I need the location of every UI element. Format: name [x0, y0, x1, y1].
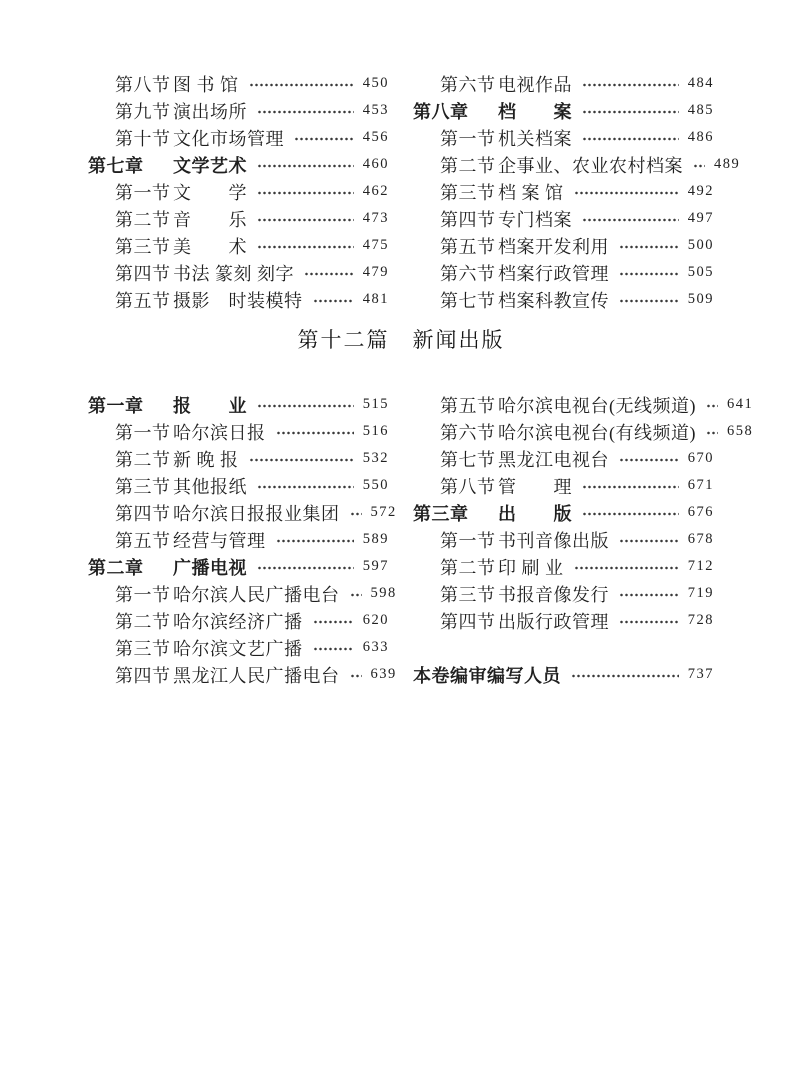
toc-entry — [88, 634, 389, 661]
toc-entry — [413, 205, 714, 232]
dot-leader — [350, 511, 362, 517]
toc-entry-label: 第四节 — [440, 611, 496, 632]
toc-entry-page: 515 — [362, 396, 389, 412]
toc-entry — [88, 553, 389, 580]
dot-leader — [313, 646, 354, 652]
toc-entry — [413, 232, 714, 259]
toc-entry-page: 676 — [687, 504, 714, 520]
toc-entry-label: 第三节 — [115, 236, 171, 257]
toc-entry-page: 453 — [362, 102, 389, 118]
toc-entry-label: 第四节 — [115, 665, 171, 686]
toc-entry-label: 第七节 — [440, 290, 496, 311]
toc-top-right-column — [413, 70, 741, 313]
toc-entry — [88, 70, 389, 97]
dot-leader — [304, 271, 354, 277]
toc-entry — [88, 661, 397, 688]
dot-leader — [313, 619, 354, 625]
toc-entry-title: 哈尔滨电视台(无线频道) — [498, 395, 696, 416]
toc-entry — [88, 232, 389, 259]
toc-entry-title: 档 案 馆 — [498, 182, 564, 203]
toc-entry-title: 哈尔滨日报报业集团 — [173, 503, 340, 524]
toc-entry-label: 第二章 — [88, 557, 144, 578]
toc-entry-label: 第七节 — [440, 449, 496, 470]
dot-leader — [257, 565, 354, 571]
toc-entry-page: 550 — [362, 477, 389, 493]
toc-entry-label: 第十节 — [115, 128, 171, 149]
toc-entry-page: 450 — [362, 75, 389, 91]
dot-leader — [693, 163, 705, 169]
toc-entry-page: 728 — [687, 612, 714, 628]
toc-entry — [413, 178, 714, 205]
toc-entry-page: 572 — [370, 504, 397, 520]
dot-leader — [257, 484, 354, 490]
toc-entry-title: 哈尔滨经济广播 — [173, 611, 303, 632]
toc-entry-title: 书法 篆刻 刻字 — [173, 263, 294, 284]
toc-entry-label: 第三节 — [115, 638, 171, 659]
toc-entry-title: 印 刷 业 — [498, 557, 564, 578]
toc-entry-label: 第五节 — [115, 530, 171, 551]
dot-leader — [582, 217, 679, 223]
toc-entry-title: 文学艺术 — [173, 155, 247, 176]
toc-entry-page: 633 — [362, 639, 389, 655]
toc-entry-title: 哈尔滨日报 — [173, 422, 266, 443]
toc-bottom-left-column — [88, 391, 397, 688]
toc-entry-label: 第二节 — [440, 557, 496, 578]
dot-leader — [582, 82, 679, 88]
toc-entry-page: 481 — [362, 291, 389, 307]
dot-leader — [257, 163, 354, 169]
toc-entry-title: 书刊音像出版 — [498, 530, 609, 551]
toc-entry-title: 档案行政管理 — [498, 263, 609, 284]
dot-leader — [276, 538, 354, 544]
toc-entry-page: 719 — [687, 585, 714, 601]
toc-entry-page: 505 — [687, 264, 714, 280]
toc-entry-label: 第四节 — [115, 503, 171, 524]
toc-entry — [88, 472, 389, 499]
toc-entry-page: 473 — [362, 210, 389, 226]
toc-entry — [88, 391, 389, 418]
toc-entry — [413, 661, 714, 688]
dot-leader — [619, 457, 679, 463]
toc-top-section — [88, 70, 741, 313]
dot-leader — [249, 82, 354, 88]
toc-entry-label: 第二节 — [440, 155, 496, 176]
toc-entry-label: 第三节 — [440, 182, 496, 203]
toc-entry — [88, 151, 389, 178]
toc-entry-title: 摄影 时装模特 — [173, 290, 303, 311]
toc-entry — [413, 391, 754, 418]
toc-entry — [413, 553, 714, 580]
toc-entry-page: 509 — [687, 291, 714, 307]
dot-leader — [571, 673, 679, 679]
toc-entry-title: 图 书 馆 — [173, 74, 239, 95]
toc-entry-title: 哈尔滨电视台(有线频道) — [498, 422, 696, 443]
toc-entry-title: 文化市场管理 — [173, 128, 284, 149]
toc-entry-page: 671 — [687, 477, 714, 493]
dot-leader — [619, 538, 679, 544]
toc-entry-label: 第三章 — [413, 503, 469, 524]
dot-leader — [276, 430, 354, 436]
toc-entry-title: 档案开发利用 — [498, 236, 609, 257]
dot-leader — [582, 136, 679, 142]
dot-leader — [619, 592, 679, 598]
toc-entry-label: 第一节 — [440, 128, 496, 149]
toc-entry-title: 其他报纸 — [173, 476, 247, 497]
dot-leader — [619, 298, 679, 304]
toc-bottom-section — [88, 391, 754, 688]
toc-entry — [88, 526, 389, 553]
toc-entry — [413, 97, 714, 124]
toc-entry-page: 462 — [362, 183, 389, 199]
dot-leader — [582, 109, 679, 115]
toc-entry-label: 第五节 — [440, 236, 496, 257]
toc-entry-label: 第六节 — [440, 263, 496, 284]
toc-entry-page: 500 — [687, 237, 714, 253]
toc-entry-title: 哈尔滨人民广播电台 — [173, 584, 340, 605]
dot-leader — [574, 565, 679, 571]
dot-leader — [257, 403, 354, 409]
dot-leader — [257, 244, 354, 250]
toc-entry-title: 黑龙江人民广播电台 — [173, 665, 340, 686]
toc-entry-page: 492 — [687, 183, 714, 199]
toc-entry — [88, 607, 389, 634]
toc-bottom-right-column — [413, 391, 754, 688]
dot-leader — [257, 190, 354, 196]
toc-spacer — [413, 634, 714, 661]
toc-entry-page: 484 — [687, 75, 714, 91]
toc-entry — [413, 418, 754, 445]
toc-entry-title: 音 乐 — [173, 209, 247, 230]
toc-entry-page: 678 — [687, 531, 714, 547]
toc-entry — [88, 418, 389, 445]
dot-leader — [257, 109, 354, 115]
toc-entry-page: 456 — [362, 129, 389, 145]
toc-entry-label: 第五节 — [115, 290, 171, 311]
toc-entry — [413, 472, 714, 499]
toc-entry-label: 第一节 — [115, 584, 171, 605]
toc-entry — [413, 580, 714, 607]
toc-entry-title: 书报音像发行 — [498, 584, 609, 605]
toc-entry-label: 第七章 — [88, 155, 144, 176]
toc-entry-title: 文 学 — [173, 182, 247, 203]
toc-entry-page: 598 — [370, 585, 397, 601]
toc-entry-label: 第二节 — [115, 611, 171, 632]
toc-entry-title: 新 晚 报 — [173, 449, 239, 470]
toc-entry — [413, 445, 714, 472]
toc-entry — [413, 151, 741, 178]
toc-entry-title: 美 术 — [173, 236, 247, 257]
toc-entry-label: 第二节 — [115, 209, 171, 230]
toc-entry-page: 532 — [362, 450, 389, 466]
toc-entry — [88, 499, 397, 526]
toc-entry-label: 第九节 — [115, 101, 171, 122]
toc-entry — [88, 97, 389, 124]
toc-entry-page: 597 — [362, 558, 389, 574]
dot-leader — [249, 457, 354, 463]
toc-entry-title: 管 理 — [498, 476, 572, 497]
dot-leader — [582, 511, 679, 517]
toc-entry-label: 第一节 — [440, 530, 496, 551]
toc-entry-page: 712 — [687, 558, 714, 574]
toc-entry-title: 经营与管理 — [173, 530, 266, 551]
toc-entry-page: 620 — [362, 612, 389, 628]
toc-entry-title: 专门档案 — [498, 209, 572, 230]
toc-entry-page: 497 — [687, 210, 714, 226]
toc-entry — [88, 580, 397, 607]
toc-entry-title: 出版行政管理 — [498, 611, 609, 632]
toc-entry-label: 第一节 — [115, 422, 171, 443]
part-heading: 第十二篇 新闻出版 — [297, 328, 505, 352]
toc-entry — [413, 124, 714, 151]
toc-entry-title: 企事业、农业农村档案 — [498, 155, 683, 176]
dot-leader — [582, 484, 679, 490]
toc-entry-label: 第三节 — [115, 476, 171, 497]
toc-entry — [413, 607, 714, 634]
dot-leader — [313, 298, 354, 304]
toc-entry-label: 第八节 — [440, 476, 496, 497]
toc-entry — [88, 445, 389, 472]
toc-entry-label: 第三节 — [440, 584, 496, 605]
toc-entry-title: 档 案 — [498, 101, 572, 122]
toc-entry-title: 哈尔滨文艺广播 — [173, 638, 303, 659]
toc-entry-page: 485 — [687, 102, 714, 118]
toc-entry-label: 第六节 — [440, 74, 496, 95]
dot-leader — [350, 673, 362, 679]
dot-leader — [706, 430, 718, 436]
toc-entry-title: 广播电视 — [173, 557, 247, 578]
toc-entry-label: 第四节 — [115, 263, 171, 284]
toc-entry-label: 第一节 — [115, 182, 171, 203]
toc-entry-label: 第四节 — [440, 209, 496, 230]
toc-entry-title: 档案科教宣传 — [498, 290, 609, 311]
toc-entry — [88, 124, 389, 151]
toc-entry-page: 641 — [727, 396, 754, 412]
toc-entry-page: 737 — [687, 666, 714, 682]
toc-entry-title: 电视作品 — [498, 74, 572, 95]
toc-entry-page: 460 — [362, 156, 389, 172]
toc-entry-page: 479 — [362, 264, 389, 280]
dot-leader — [350, 592, 362, 598]
toc-entry-page: 639 — [370, 666, 397, 682]
dot-leader — [257, 217, 354, 223]
toc-entry — [88, 286, 389, 313]
dot-leader — [619, 619, 679, 625]
toc-entry — [413, 70, 714, 97]
dot-leader — [706, 403, 718, 409]
toc-entry — [88, 178, 389, 205]
dot-leader — [619, 244, 679, 250]
toc-entry-title: 演出场所 — [173, 101, 247, 122]
toc-entry-title: 出 版 — [498, 503, 572, 524]
toc-entry-label: 第五节 — [440, 395, 496, 416]
toc-entry-label: 第一章 — [88, 395, 144, 416]
toc-entry — [413, 259, 714, 286]
toc-entry-page: 489 — [714, 156, 741, 172]
toc-entry-label: 第八章 — [413, 101, 469, 122]
toc-entry — [88, 205, 389, 232]
toc-entry-label: 第六节 — [440, 422, 496, 443]
toc-entry-page: 486 — [687, 129, 714, 145]
toc-entry — [88, 259, 389, 286]
dot-leader — [619, 271, 679, 277]
toc-entry-title: 黑龙江电视台 — [498, 449, 609, 470]
toc-entry — [413, 286, 714, 313]
toc-entry-page: 516 — [362, 423, 389, 439]
toc-entry — [413, 526, 714, 553]
toc-top-left-column — [88, 70, 389, 313]
toc-entry-page: 670 — [687, 450, 714, 466]
toc-entry-label: 第二节 — [115, 449, 171, 470]
toc-entry-title: 报 业 — [173, 395, 247, 416]
toc-entry-page: 475 — [362, 237, 389, 253]
toc-entry — [413, 499, 714, 526]
toc-entry-title: 机关档案 — [498, 128, 572, 149]
toc-entry-label: 第八节 — [115, 74, 171, 95]
dot-leader — [294, 136, 354, 142]
dot-leader — [574, 190, 679, 196]
toc-entry-title: 本卷编审编写人员 — [413, 665, 561, 686]
toc-entry-page: 658 — [727, 423, 754, 439]
toc-entry-page: 589 — [362, 531, 389, 547]
